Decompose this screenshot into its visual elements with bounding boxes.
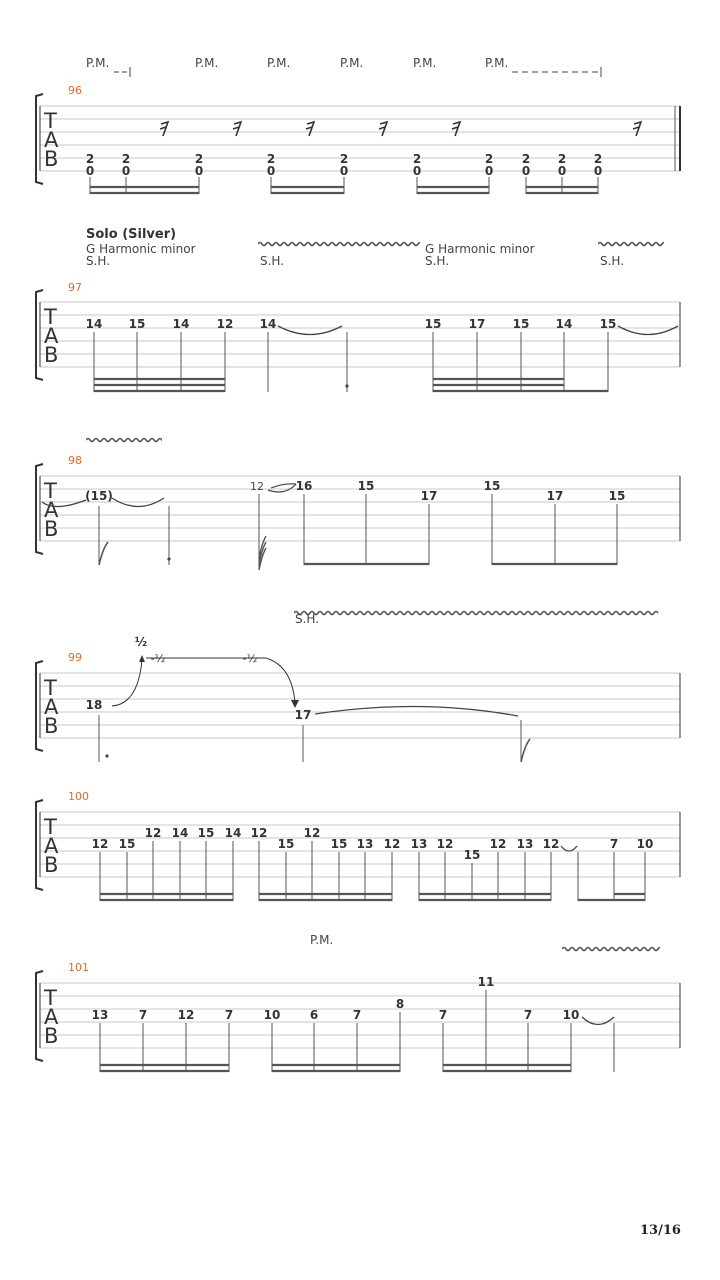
vibrato-mark xyxy=(562,948,720,951)
fret-number: 12 xyxy=(383,837,401,851)
fret-number: 2 xyxy=(85,152,95,166)
palm-mute-label: P.M. xyxy=(485,56,509,70)
tab-clef-t: T xyxy=(44,815,57,839)
fret-number: 14 xyxy=(172,317,190,331)
fret-number: 12 xyxy=(216,317,234,331)
fret-number: 15 xyxy=(483,479,501,493)
bend-amount: -½ xyxy=(242,652,258,665)
tab-clef-a: A xyxy=(44,695,59,719)
palm-mute-label: P.M. xyxy=(267,56,291,70)
fret-number: 12 xyxy=(91,837,109,851)
fret-number: 15 xyxy=(277,837,295,851)
fret-number: 13 xyxy=(91,1008,109,1022)
dot xyxy=(167,557,170,560)
page-indicator: 13/16 xyxy=(640,1223,681,1238)
fret-number: 18 xyxy=(85,698,103,712)
harmonic-label: S.H. xyxy=(295,612,320,626)
tab-clef-t: T xyxy=(44,479,57,503)
vibrato-mark xyxy=(294,612,658,615)
tab-clef-b: B xyxy=(44,343,59,367)
tab-clef-b: B xyxy=(44,714,59,738)
palm-mute-label: P.M. xyxy=(86,56,110,70)
fret-number: 12 xyxy=(250,826,268,840)
fret-number: 15 xyxy=(330,837,348,851)
stems xyxy=(99,494,617,570)
measure-number: 96 xyxy=(68,84,82,97)
fret-number: 15 xyxy=(424,317,442,331)
fret-number: 0 xyxy=(194,164,204,178)
fret-number: 10 xyxy=(263,1008,281,1022)
fret-number: 7 xyxy=(352,1008,362,1022)
beams xyxy=(94,379,608,391)
fret-number: 17 xyxy=(468,317,486,331)
tie xyxy=(618,326,678,335)
measure-number: 101 xyxy=(68,961,89,974)
fret-number: 15 xyxy=(128,317,146,331)
fret-number: 13 xyxy=(356,837,374,851)
fret-number: 10 xyxy=(636,837,654,851)
fret-number: 14 xyxy=(171,826,189,840)
tab-clef-a: A xyxy=(44,834,59,858)
staff-lines xyxy=(40,673,680,738)
fret-number: 2 xyxy=(266,152,276,166)
fret-number: 15 xyxy=(512,317,530,331)
fret-number: 12 xyxy=(436,837,454,851)
harmonic-label: S.H. xyxy=(425,254,450,268)
fret-number: 0 xyxy=(484,164,494,178)
stems xyxy=(90,177,598,194)
flag xyxy=(99,542,108,565)
fret-number: 2 xyxy=(412,152,422,166)
measure-number: 100 xyxy=(68,790,89,803)
fret-number: 2 xyxy=(521,152,531,166)
fret-number: 17 xyxy=(294,708,312,722)
fret-number: 14 xyxy=(85,317,103,331)
fret-number: 0 xyxy=(85,164,95,178)
harmonic-label: S.H. xyxy=(86,254,111,268)
tab-clef-t: T xyxy=(44,109,57,133)
fret-number: 7 xyxy=(523,1008,533,1022)
fret-number: 12 xyxy=(303,826,321,840)
staff-lines xyxy=(40,302,680,367)
fret-numbers xyxy=(86,317,617,331)
palm-mute-label: P.M. xyxy=(413,56,437,70)
tie xyxy=(278,326,342,335)
scale-label: G Harmonic minor xyxy=(425,242,535,256)
beams xyxy=(100,1065,571,1071)
flag xyxy=(521,739,530,762)
fret-numbers xyxy=(92,826,654,862)
release-arrow xyxy=(291,700,299,708)
fret-number: 8 xyxy=(395,997,405,1011)
fret-number: 17 xyxy=(420,489,438,503)
fret-number: 15 xyxy=(197,826,215,840)
fret-number: 0 xyxy=(593,164,603,178)
system-97 xyxy=(36,227,720,392)
fret-number: 15 xyxy=(599,317,617,331)
fret-number: 15 xyxy=(357,479,375,493)
fret-number: 15 xyxy=(118,837,136,851)
fret-number: 2 xyxy=(339,152,349,166)
measure-number: 99 xyxy=(68,651,82,664)
fret-number: 0 xyxy=(557,164,567,178)
rests xyxy=(160,122,641,136)
fret-number: 2 xyxy=(194,152,204,166)
fret-number: 17 xyxy=(546,489,564,503)
fret-number: 7 xyxy=(609,837,619,851)
tab-clef-b: B xyxy=(44,1024,59,1048)
palm-mute-label: P.M. xyxy=(310,933,334,947)
tie xyxy=(561,846,577,851)
tie xyxy=(315,706,518,716)
fret-number: 7 xyxy=(438,1008,448,1022)
fret-numbers xyxy=(86,152,602,178)
fret-number: 0 xyxy=(521,164,531,178)
palm-mute-label: P.M. xyxy=(195,56,219,70)
scale-label: G Harmonic minor xyxy=(86,242,196,256)
fret-numbers xyxy=(85,479,625,503)
palm-mute-label: P.M. xyxy=(340,56,364,70)
system-99 xyxy=(36,612,680,763)
fret-numbers xyxy=(92,975,580,1022)
tab-clef-b: B xyxy=(44,853,59,877)
fret-number: 2 xyxy=(484,152,494,166)
bend-arrow xyxy=(139,655,145,662)
tab-clef-t: T xyxy=(44,986,57,1010)
stems xyxy=(100,990,614,1072)
fret-number: (15) xyxy=(85,489,113,503)
tab-clef-b: B xyxy=(44,147,59,171)
grace-note-fret: 12 xyxy=(250,480,264,493)
fret-number: 0 xyxy=(121,164,131,178)
system-100 xyxy=(36,790,680,901)
fret-number: 7 xyxy=(224,1008,234,1022)
fret-number: 0 xyxy=(339,164,349,178)
fret-number: 7 xyxy=(138,1008,148,1022)
tie xyxy=(582,1017,614,1025)
vibrato-mark xyxy=(86,439,450,442)
fret-number: 13 xyxy=(410,837,428,851)
tab-clef-a: A xyxy=(44,498,59,522)
tab-clef-b: B xyxy=(44,517,59,541)
fret-number: 0 xyxy=(412,164,422,178)
fret-number: 14 xyxy=(224,826,242,840)
fret-number: 14 xyxy=(259,317,277,331)
system-96 xyxy=(36,56,680,194)
fret-number: 15 xyxy=(463,848,481,862)
tab-clef-a: A xyxy=(44,128,59,152)
fret-number: 16 xyxy=(295,479,313,493)
measure-number: 97 xyxy=(68,281,82,294)
harmonic-label: S.H. xyxy=(260,254,285,268)
beams xyxy=(100,894,645,900)
harmonic-label: S.H. xyxy=(600,254,625,268)
fret-number: 6 xyxy=(309,1008,319,1022)
dot xyxy=(345,384,348,387)
dot xyxy=(105,754,108,757)
fret-number: 12 xyxy=(489,837,507,851)
fret-number: 10 xyxy=(562,1008,580,1022)
staff-lines xyxy=(40,106,680,171)
fret-number: 12 xyxy=(542,837,560,851)
slur xyxy=(268,484,296,492)
fret-number: 13 xyxy=(516,837,534,851)
measure-number: 98 xyxy=(68,454,82,467)
fret-number: 2 xyxy=(557,152,567,166)
system-98 xyxy=(36,439,680,571)
fret-number: 2 xyxy=(593,152,603,166)
section-title: Solo (Silver) xyxy=(86,227,177,242)
bend-amount: -½ xyxy=(150,652,166,665)
fret-number: 12 xyxy=(144,826,162,840)
system-101 xyxy=(36,933,720,1072)
bend-amount: ½ xyxy=(134,635,148,649)
fret-number: 11 xyxy=(477,975,495,989)
vibrato-mark xyxy=(598,243,720,246)
release-curve xyxy=(266,658,295,703)
fret-number: 12 xyxy=(177,1008,195,1022)
fret-number: 15 xyxy=(608,489,626,503)
tab-clef-a: A xyxy=(44,324,59,348)
fret-number: 2 xyxy=(121,152,131,166)
tab-clef-t: T xyxy=(44,676,57,700)
tab-clef-a: A xyxy=(44,1005,59,1029)
fret-number: 14 xyxy=(555,317,573,331)
tab-clef-t: T xyxy=(44,305,57,329)
fret-number: 0 xyxy=(266,164,276,178)
